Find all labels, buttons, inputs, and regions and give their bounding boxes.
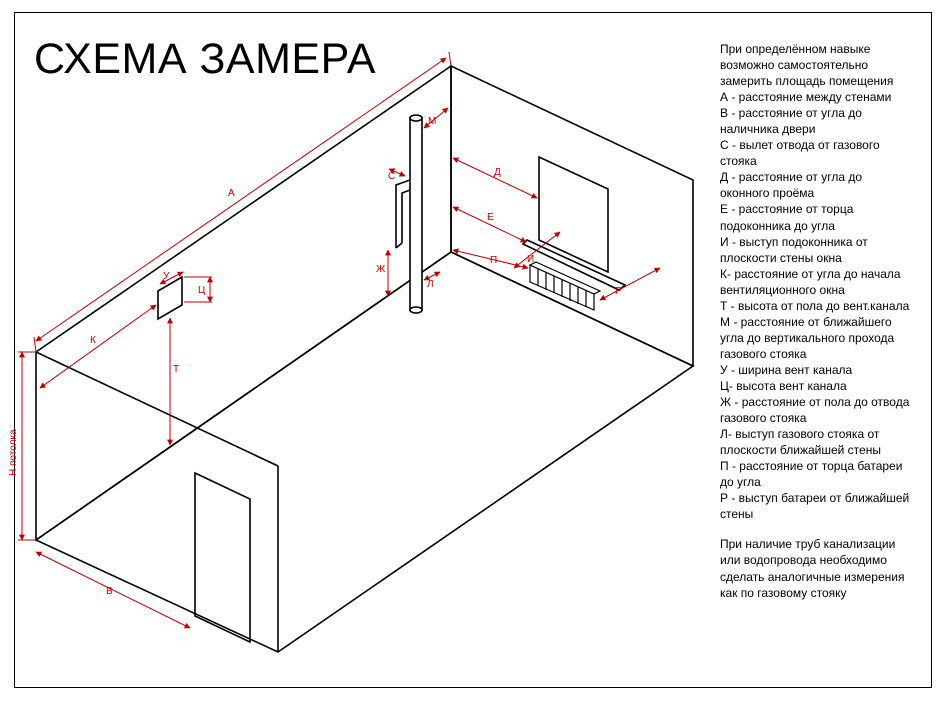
floor — [36, 252, 693, 652]
legend-item: С - вылет отвода от газового стояка — [720, 138, 880, 169]
legend-item: П - расстояние от торца батареи до угла — [720, 459, 903, 490]
label-ts: Ц — [198, 285, 206, 296]
label-b: В — [106, 586, 113, 597]
legend-item: М - расстояние от ближайшего угла до вертикального прохода газового стояка — [720, 314, 895, 361]
legend-item: Ц- высота вент канала — [720, 378, 847, 393]
front-wall-top-edge — [36, 352, 278, 466]
dim-line-d — [453, 158, 537, 198]
legend-note: При наличие труб канализации или водопровода необходимо сделать аналогичные измерения как по газовому стояку — [720, 537, 905, 600]
label-r: Р — [615, 286, 622, 297]
legend-item: В - расстояние от угла до наличника двери — [720, 106, 862, 137]
label-e: Е — [487, 212, 494, 223]
diagram-title: СХЕМА ЗАМЕРА — [34, 35, 377, 83]
label-a: А — [228, 188, 235, 199]
label-h: Н потолка — [8, 429, 19, 476]
label-zh: Ж — [376, 264, 386, 275]
dimension-lines — [18, 52, 660, 628]
label-m: М — [428, 116, 437, 127]
legend-item: Е - расстояние от торца подоконника до угла — [720, 202, 854, 233]
left-wall — [36, 66, 451, 540]
label-p: П — [490, 255, 498, 266]
dim-line-k — [40, 305, 156, 388]
label-u: У — [163, 271, 170, 282]
legend-item: И - выступ подоконника от плоскости стены окна — [720, 234, 868, 265]
legend — [720, 41, 942, 601]
legend-item: К- расстояние от угла до начала вентиляционного окна — [720, 266, 901, 297]
room-outline — [36, 66, 693, 652]
label-l: Л — [427, 279, 434, 290]
legend-intro: При определённом навыке возможно самостоятельно замерить площадь помещения — [720, 42, 894, 89]
label-i: И — [527, 254, 535, 265]
legend-item: Т - высота от пола до вент.канала — [720, 298, 910, 313]
legend-item: Л- выступ газового стояка от плоскости ближайшей стены — [720, 427, 881, 458]
label-t: Т — [173, 364, 180, 375]
dim-line-r — [600, 268, 660, 300]
gas-riser — [396, 115, 422, 313]
legend-item: Р - выступ батареи от ближайшей стены — [720, 491, 910, 522]
label-d: Д — [494, 167, 501, 178]
legend-item: Ж - расстояние от пола до отвода газового стояка — [720, 395, 910, 426]
dimension-labels — [8, 116, 622, 597]
label-c: С — [388, 171, 396, 182]
dim-line-b — [36, 552, 190, 628]
label-k: К — [90, 335, 96, 346]
legend-item: Д - расстояние от угла до оконного проёма — [720, 170, 863, 201]
window-opening — [539, 157, 608, 272]
legend-item: У - ширина вент канала — [720, 362, 853, 377]
legend-item: А - расстояние между стенами — [720, 90, 892, 105]
